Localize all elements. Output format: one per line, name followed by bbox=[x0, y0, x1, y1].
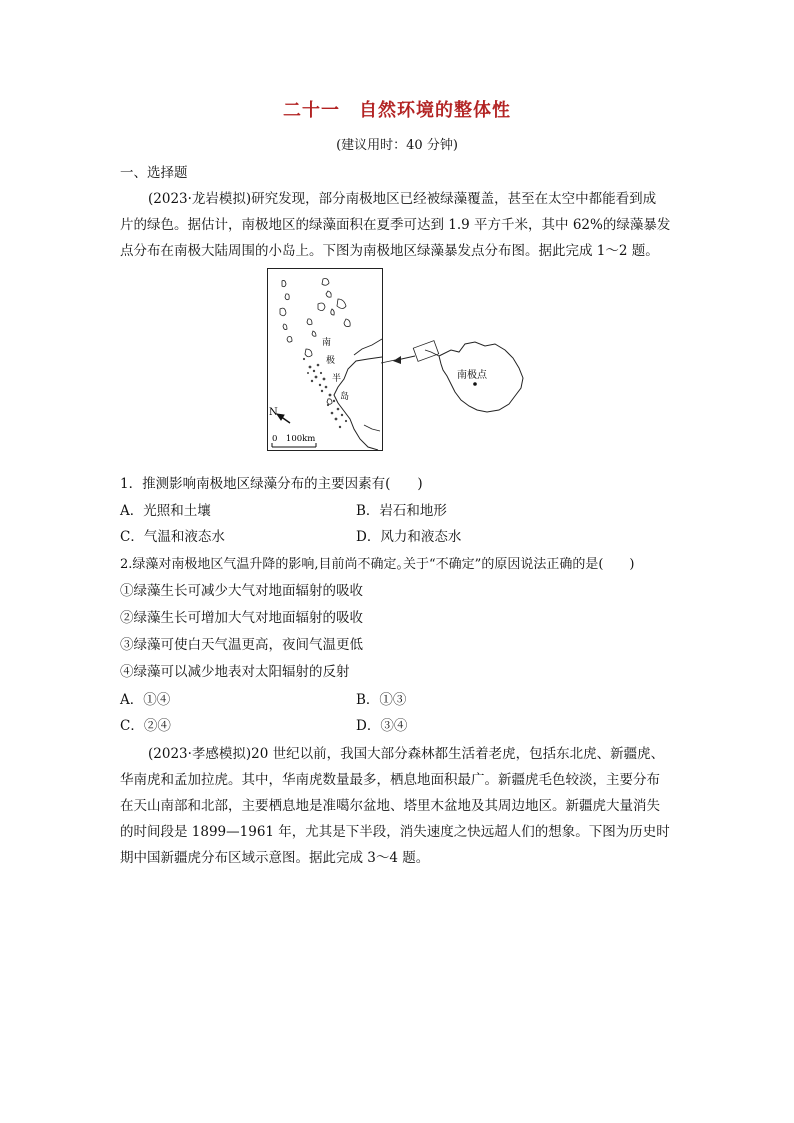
q2-statement: ③绿藻可使白天气温更高，夜间气温更低 bbox=[120, 637, 363, 653]
q1-option-b: B．岩石和地形 bbox=[356, 503, 447, 519]
page-subtitle: (建议用时：40 分钟) bbox=[336, 138, 458, 153]
passage1-line: 点分布在南极大陆周围的小岛上。下图为南极地区绿藻暴发点分布图。据此完成 1～2 题。 bbox=[120, 243, 659, 259]
peninsula-label-char: 半 bbox=[332, 374, 342, 384]
scale-label: 0 100km bbox=[272, 434, 316, 444]
q2-statement: ①绿藻生长可减少大气对地面辐射的吸收 bbox=[120, 583, 363, 599]
question-1-stem: 1．推测影响南极地区绿藻分布的主要因素有( ) bbox=[120, 476, 423, 492]
passage2-line: 华南虎和孟加拉虎。其中，华南虎数量最多，栖息地面积最广。新疆虎毛色较淡，主要分布 bbox=[120, 772, 660, 788]
south-pole-label: 南极点 bbox=[457, 370, 487, 381]
section-heading: 一、选择题 bbox=[120, 165, 188, 181]
antarctica-locator-map bbox=[381, 330, 531, 430]
q1-option-c: C．气温和液态水 bbox=[120, 529, 225, 545]
passage2-line: 的时间段是 1899—1961 年，尤其是下半段，消失速度之快远超人们的想象。下图为历史时 bbox=[120, 824, 670, 840]
north-label: N bbox=[269, 407, 278, 418]
peninsula-label-char: 极 bbox=[326, 356, 336, 366]
map-inset-antarctic-peninsula bbox=[267, 268, 383, 451]
q2-option-d: D．③④ bbox=[356, 718, 408, 734]
passage2-line: 期中国新疆虎分布区域示意图。据此完成 3～4 题。 bbox=[120, 850, 430, 866]
passage2-line: (2023·孝感模拟)20 世纪以前，我国大部分森林都生活着老虎，包括东北虎、新疆虎、 bbox=[148, 746, 665, 762]
peninsula-label-char: 南 bbox=[322, 338, 332, 348]
q2-statement: ②绿藻生长可增加大气对地面辐射的吸收 bbox=[120, 610, 363, 626]
q1-option-a: A．光照和土壤 bbox=[120, 503, 211, 519]
q2-option-b: B．①③ bbox=[356, 692, 407, 708]
passage2-line: 在天山南部和北部，主要栖息地是准噶尔盆地、塔里木盆地及其周边地区。新疆虎大量消失 bbox=[120, 798, 660, 814]
q2-statement: ④绿藻可以减少地表对太阳辐射的反射 bbox=[120, 664, 350, 680]
q1-option-d: D．风力和液态水 bbox=[356, 529, 462, 545]
question-2-stem: 2.绿藻对南极地区气温升降的影响,目前尚不确定｡关于“不确定”的原因说法正确的是( ) bbox=[120, 557, 635, 572]
passage1-line: (2023·龙岩模拟)研究发现，部分南极地区已经被绿藻覆盖，甚至在太空中都能看到成 bbox=[148, 191, 657, 207]
peninsula-label-char: 岛 bbox=[340, 392, 350, 402]
page-title: 二十一 自然环境的整体性 bbox=[283, 100, 511, 121]
q2-option-a: A．①④ bbox=[120, 692, 171, 708]
q2-option-c: C．②④ bbox=[120, 718, 171, 734]
passage1-line: 片的绿色。据估计，南极地区的绿藻面积在夏季可达到 1.9 平方千米，其中 62%的绿藻暴发 bbox=[120, 217, 671, 233]
